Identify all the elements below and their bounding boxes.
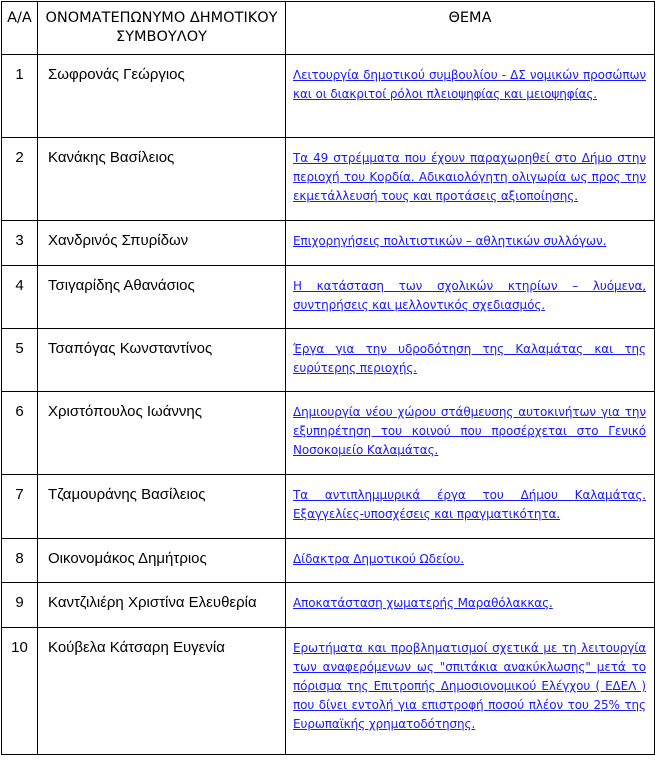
councillor-name: Χριστόπουλος Ιωάννης	[38, 392, 286, 475]
councillor-name: Καντζιλιέρη Χριστίνα Ελευθερία	[38, 583, 286, 628]
topic-link[interactable]: Η κατάσταση των σχολικών κτηρίων – λυόμενα, συντηρήσεις και μελλοντικός σχεδιασμός.	[293, 279, 646, 312]
topic-link[interactable]: Δημιουργία νέου χώρου στάθμευσης αυτοκινήτων για την εξυπηρέτηση του κοινού που προσέρχεται στο Γενικό Νοσοκομείο Καλαμάτας.	[293, 405, 646, 457]
councillor-name: Χανδρινός Σπυρίδων	[38, 221, 286, 266]
row-number: 1	[2, 55, 38, 138]
topic-cell	[286, 539, 655, 583]
row-number: 4	[2, 266, 38, 329]
row-number: 9	[2, 583, 38, 628]
councillor-name: Τζαμουράνης Βασίλειος	[38, 475, 286, 539]
topic-link[interactable]: Επιχορηγήσεις πολιτιστικών – αθλητικών συλλόγων.	[293, 234, 607, 248]
table-row	[2, 55, 655, 138]
header-name-line2: ΣΥΜΒΟΥΛΟΥ	[116, 29, 207, 45]
councillor-name: Κούβελα Κάτσαρη Ευγενία	[38, 628, 286, 755]
councillor-name: Σωφρονάς Γεώργιος	[38, 55, 286, 138]
councillor-name: Οικονομάκος Δημήτριος	[38, 539, 286, 583]
topic-link[interactable]: Τα αντιπλημμυρικά έργα του Δήμου Καλαμάτας. Εξαγγελίες-υποσχέσεις και πραγματικότητα.	[293, 488, 646, 521]
topic-cell	[286, 329, 655, 392]
agenda-table	[1, 1, 655, 755]
topic-link[interactable]: Αποκατάσταση χωματερής Μαραθόλακκας.	[293, 596, 553, 610]
row-number: 8	[2, 539, 38, 583]
table-row	[2, 329, 655, 392]
header-name-line1: ΟΝΟΜΑΤΕΠΩΝΥΜΟ ΔΗΜΟΤΙΚΟΥ	[45, 10, 278, 26]
header-num: Α/Α	[2, 2, 38, 55]
topic-cell	[286, 475, 655, 539]
topic-cell	[286, 628, 655, 755]
topic-cell	[286, 392, 655, 475]
row-number: 10	[2, 628, 38, 755]
topic-link[interactable]: Τα 49 στρέμματα που έχουν παραχωρηθεί στο Δήμο στην περιοχή του Κορδία. Αδικαιολόγητη ολιγωρία ως προς την εκμετάλλευσή τους και προτάσεις αξιοποίησης.	[293, 151, 646, 203]
topic-cell	[286, 583, 655, 628]
topic-cell	[286, 138, 655, 221]
topic-cell	[286, 266, 655, 329]
header-name	[38, 2, 286, 55]
councillor-name: Τσιγαρίδης Αθανάσιος	[38, 266, 286, 329]
header-row	[2, 2, 655, 55]
header-topic: ΘΕΜΑ	[286, 2, 655, 55]
topic-link[interactable]: Δίδακτρα Δημοτικού Ωδείου.	[293, 552, 464, 566]
table-row	[2, 392, 655, 475]
topic-link[interactable]: Λειτουργία δημοτικού συμβουλίου - ΔΣ νομικών προσώπων και οι διακριτοί ρόλοι πλειοψηφίας και μειοψηφίας.	[293, 68, 646, 101]
table-row	[2, 221, 655, 266]
topic-link[interactable]: Έργα για την υδροδότηση της Καλαμάτας και της ευρύτερης περιοχής.	[293, 342, 646, 375]
table-row	[2, 266, 655, 329]
table-row	[2, 475, 655, 539]
row-number: 6	[2, 392, 38, 475]
councillor-name: Κανάκης Βασίλειος	[38, 138, 286, 221]
row-number: 3	[2, 221, 38, 266]
topic-cell	[286, 221, 655, 266]
topic-cell	[286, 55, 655, 138]
row-number: 2	[2, 138, 38, 221]
row-number: 7	[2, 475, 38, 539]
row-number: 5	[2, 329, 38, 392]
topic-link[interactable]: Ερωτήματα και προβληματισμοί σχετικά με τη λειτουργία των αναφερόμενων ως "σπιτάκια ανακύκλωσης" μετά το πόρισμα της Επιτροπής Δημοσιονομικού Ελέγχου ( ΕΔΕΛ ) που δίνει εντολή για επιστροφή ποσού πλέον του 25% της Ευρωπαϊκής χρηματοδότησης.	[293, 641, 646, 731]
table-row	[2, 539, 655, 583]
table-row	[2, 583, 655, 628]
councillor-name: Τσαπόγας Κωνσταντίνος	[38, 329, 286, 392]
table-row	[2, 628, 655, 755]
table-row	[2, 138, 655, 221]
